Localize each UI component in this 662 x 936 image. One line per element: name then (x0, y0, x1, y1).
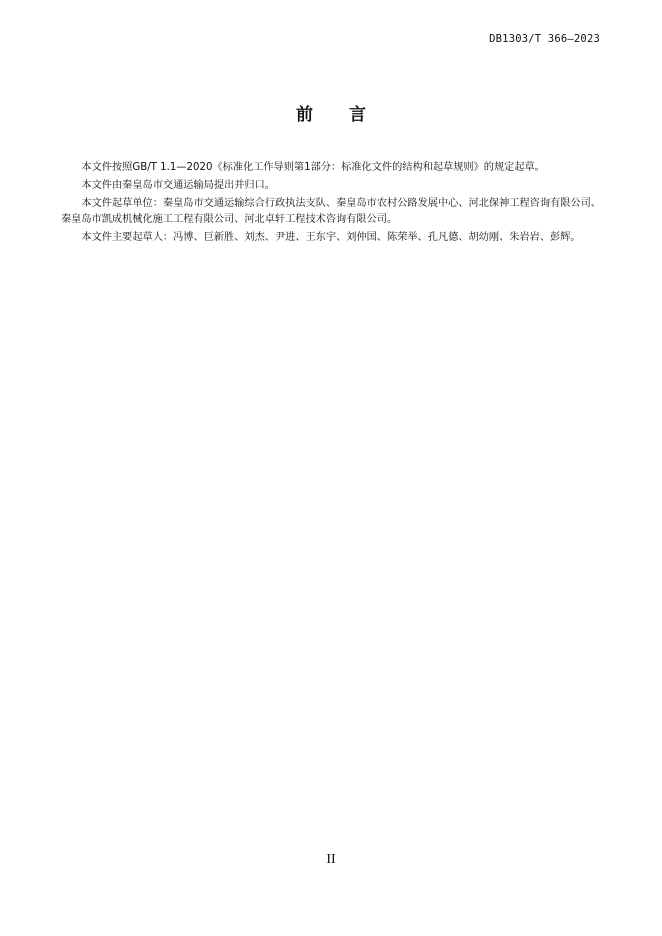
title-char-2: 言 (349, 105, 366, 125)
title-char-1: 前 (296, 105, 313, 125)
paragraph-proposer: 本文件由秦皇岛市交通运输局提出并归口。 (81, 180, 275, 191)
foreword-body (61, 160, 601, 248)
paragraph-basis: 本文件按照GB/T 1.1—2020《标准化工作导则第1部分：标准化文件的结构和起草规则》的规定起草。 (81, 162, 545, 173)
paragraph-drafters: 本文件主要起草人：冯博、巨新胜、刘杰、尹进、王东宇、刘仲国、陈荣举、孔凡德、胡幼刚、朱岩岩、彭辉。 (81, 232, 581, 243)
page-number: II (326, 852, 336, 867)
paragraph-drafting-units: 本文件起草单位：秦皇岛市交通运输综合行政执法支队、秦皇岛市农村公路发展中心、河北保神工程咨询有限公司、秦皇岛市凯成机械化施工工程有限公司、河北卓轩工程技术咨询有限公司。 (61, 198, 601, 225)
page-title (0, 100, 662, 125)
document-code: DB1303/T 366—2023 (489, 33, 600, 45)
